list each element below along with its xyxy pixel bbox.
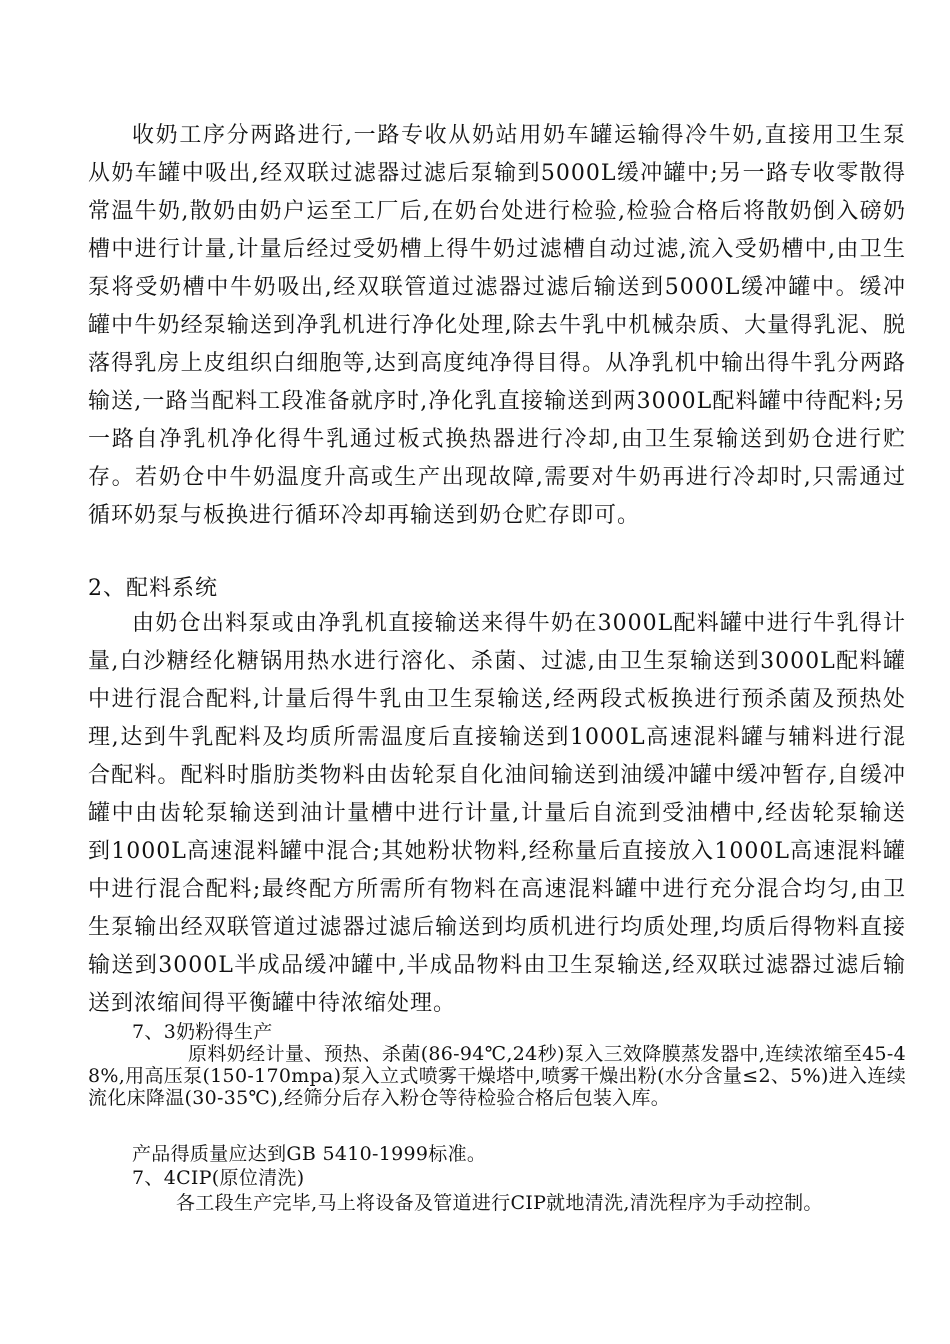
paragraph-cip-cleaning: 各工段生产完毕,马上将设备及管道进行CIP就地清洗,清洗程序为手动控制。 (176, 1192, 823, 1214)
paragraph-batching-system: 由奶仓出料泵或由净乳机直接输送来得牛奶在3000L配料罐中进行牛乳得计量,白沙糖经化糖锅用热水进行溶化、杀菌、过滤,由卫生泵输送到3000L配料罐中进行混合配料,计量后得牛乳由卫生泵输送,经两段式板换进行预杀菌及预热处理,达到牛乳配料及均质所需温度后直接输送到1000L高速混料罐与辅料进行混合配料。配料时脂肪类物料由齿轮泵自化油间输送到油缓冲罐中缓冲暂存,自缓冲罐中由齿轮泵输送到油计量槽中进行计量,计量后自流到受油槽中,经齿轮泵输送到1000L高速混料罐中混合;其她粉状物料,经称量后直接放入1000L高速混料罐中进行混合配料;最终配方所需所有物料在高速混料罐中进行充分混合均匀,由卫生泵输出经双联管道过滤器过滤后输送到均质机进行均质处理,均质后得物料直接输送到3000L半成品缓冲罐中,半成品物料由卫生泵输送,经双联过滤器过滤后输送到浓缩间得平衡罐中待浓缩处理。 (88, 611, 906, 1016)
paragraph-milk-receiving: 收奶工序分两路进行,一路专收从奶站用奶车罐运输得冷牛奶,直接用卫生泵从奶车罐中吸出,经双联过滤器过滤后泵输到5000L缓冲罐中;另一路专收零散得常温牛奶,散奶由奶户运至工厂后,在奶台处进行检验,检验合格后将散奶倒入磅奶槽中进行计量,计量后经过受奶槽上得牛奶过滤槽自动过滤,流入受奶槽中,由卫生泵将受奶槽中牛奶吸出,经双联管道过滤器过滤后输送到5000L缓冲罐中。缓冲罐中牛奶经泵输送到净乳机进行净化处理,除去牛乳中机械杂质、大量得乳泥、脱落得乳房上皮组织白细胞等,达到高度纯净得目得。从净乳机中输出得牛乳分两路输送,一路当配料工段准备就序时,净化乳直接输送到两3000L配料罐中待配料;另一路自净乳机净化得牛乳通过板式换热器进行冷却,由卫生泵输送到奶仓进行贮存。若奶仓中牛奶温度升高或生产出现故障,需要对牛奶再进行冷却时,只需通过循环奶泵与板换进行循环冷却再输送到奶仓贮存即可。 (88, 123, 906, 528)
section-heading-milk-powder-production: 7、3奶粉得生产 (132, 1021, 273, 1043)
section-heading-batching-system: 2、配料系统 (88, 576, 218, 601)
paragraph-milk-powder-production: 原料奶经计量、预热、杀菌(86-94℃,24秒)泵入三效降膜蒸发器中,连续浓缩至45-48%,用高压泵(150-170mpa)泵入立式喷雾干燥塔中,喷雾干燥出粉(水分含量≤2、5%)进入连续流化床降温(30-35℃),经筛分后存入粉仓等待检验合格后包装入库。 (88, 1043, 906, 1109)
paragraph-quality-standard: 产品得质量应达到GB 5410-1999标准。 (132, 1143, 487, 1165)
section-heading-cip: 7、4CIP(原位清洗) (132, 1167, 305, 1189)
